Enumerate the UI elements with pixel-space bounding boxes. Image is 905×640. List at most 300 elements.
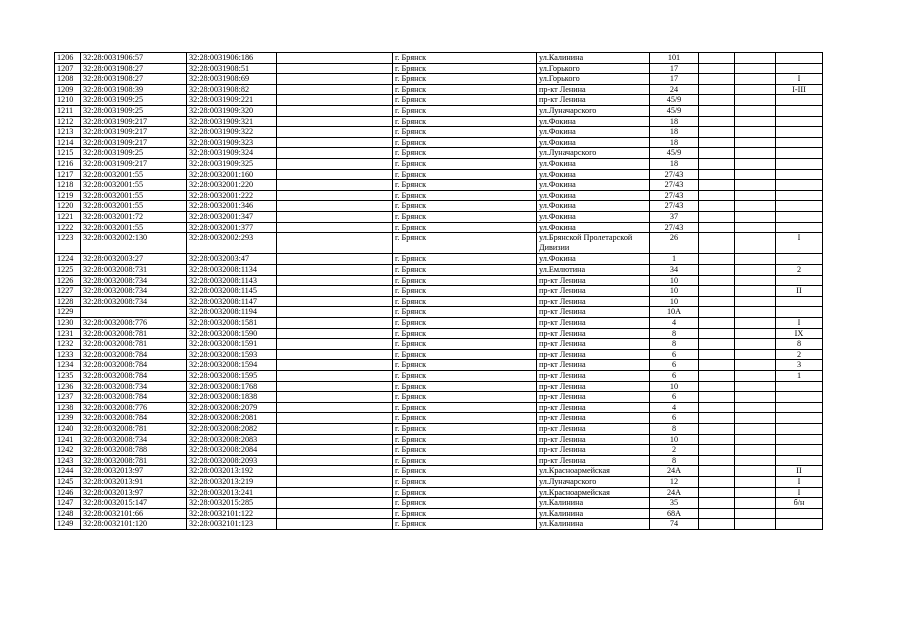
empty-cell [735,222,776,233]
object-cadastral-number-cell: 32:28:0031909:324 [187,148,277,159]
street-cell: ул.Калинина [537,53,650,64]
street-cell: пр-кт Ленина [537,286,650,297]
table-row [55,328,823,339]
row-number-cell: 1243 [55,455,81,466]
street-cell: пр-кт Ленина [537,318,650,329]
house-number-cell: 45/9 [650,95,699,106]
empty-cell [735,158,776,169]
parcel-cadastral-number-cell: 32:28:0032008:784 [81,392,187,403]
empty-cell [735,84,776,95]
empty-cell [699,328,735,339]
object-cadastral-number-cell: 32:28:0031909:325 [187,158,277,169]
empty-cell [699,265,735,276]
city-cell: г. Брянск [393,158,537,169]
parcel-cadastral-number-cell: 32:28:0032013:91 [81,476,187,487]
empty-cell [699,349,735,360]
parcel-cadastral-number-cell: 32:28:0032003:27 [81,254,187,265]
street-cell: пр-кт Ленина [537,328,650,339]
empty-cell [735,275,776,286]
table-row [55,508,823,519]
house-number-cell: 8 [650,328,699,339]
city-cell: г. Брянск [393,445,537,456]
house-number-cell: 17 [650,63,699,74]
object-cadastral-number-cell: 32:28:0032001:377 [187,222,277,233]
city-cell: г. Брянск [393,307,537,318]
street-cell: пр-кт Ленина [537,455,650,466]
object-cadastral-number-cell: 32:28:0032008:1134 [187,265,277,276]
street-cell: ул.Луначарского [537,476,650,487]
empty-cell [735,445,776,456]
empty-cell [735,307,776,318]
city-cell: г. Брянск [393,318,537,329]
house-number-cell: 10 [650,286,699,297]
empty-cell [735,402,776,413]
street-cell: ул.Калинина [537,498,650,509]
city-cell: г. Брянск [393,296,537,307]
row-number-cell: 1218 [55,180,81,191]
empty-cell [735,519,776,530]
house-number-cell: 10 [650,275,699,286]
city-cell: г. Брянск [393,413,537,424]
street-cell: пр-кт Ленина [537,339,650,350]
table-row [55,95,823,106]
parcel-cadastral-number-cell: 32:28:0032101:120 [81,519,187,530]
street-cell: ул.Луначарского [537,148,650,159]
object-cadastral-number-cell: 32:28:0032013:241 [187,487,277,498]
empty-cell [735,498,776,509]
city-cell: г. Брянск [393,127,537,138]
row-number-cell: 1240 [55,423,81,434]
house-number-cell: 18 [650,158,699,169]
street-cell: пр-кт Ленина [537,434,650,445]
street-cell: ул.Красноармейская [537,487,650,498]
empty-cell [277,84,393,95]
empty-cell [277,127,393,138]
premises-number-cell: I [776,233,823,254]
row-number-cell: 1213 [55,127,81,138]
city-cell: г. Брянск [393,63,537,74]
house-number-cell: 10 [650,296,699,307]
house-number-cell: 35 [650,498,699,509]
row-number-cell: 1223 [55,233,81,254]
parcel-cadastral-number-cell: 32:28:0032008:781 [81,455,187,466]
object-cadastral-number-cell: 32:28:0032008:1145 [187,286,277,297]
empty-cell [699,180,735,191]
empty-cell [277,455,393,466]
city-cell: г. Брянск [393,84,537,95]
street-cell: ул.Фокина [537,137,650,148]
parcel-cadastral-number-cell: 32:28:0032001:55 [81,190,187,201]
empty-cell [277,265,393,276]
empty-cell [277,487,393,498]
empty-cell [735,318,776,329]
row-number-cell: 1248 [55,508,81,519]
parcel-cadastral-number-cell: 32:28:0032001:55 [81,222,187,233]
empty-cell [277,137,393,148]
empty-cell [699,487,735,498]
object-cadastral-number-cell: 32:28:0032008:1594 [187,360,277,371]
empty-cell [735,339,776,350]
empty-cell [277,466,393,477]
premises-number-cell: I [776,318,823,329]
city-cell: г. Брянск [393,148,537,159]
empty-cell [735,190,776,201]
row-number-cell: 1212 [55,116,81,127]
city-cell: г. Брянск [393,360,537,371]
empty-cell [699,498,735,509]
row-number-cell: 1215 [55,148,81,159]
object-cadastral-number-cell: 32:28:0032015:285 [187,498,277,509]
object-cadastral-number-cell: 32:28:0032001:222 [187,190,277,201]
object-cadastral-number-cell: 32:28:0032008:1768 [187,381,277,392]
house-number-cell: 17 [650,74,699,85]
city-cell: г. Брянск [393,371,537,382]
empty-cell [699,371,735,382]
empty-cell [735,508,776,519]
parcel-cadastral-number-cell: 32:28:0032013:97 [81,487,187,498]
row-number-cell: 1239 [55,413,81,424]
city-cell: г. Брянск [393,190,537,201]
street-cell: пр-кт Ленина [537,275,650,286]
object-cadastral-number-cell: 32:28:0032008:2081 [187,413,277,424]
empty-cell [699,423,735,434]
empty-cell [277,328,393,339]
premises-number-cell [776,508,823,519]
empty-cell [735,434,776,445]
empty-cell [735,180,776,191]
empty-cell [699,318,735,329]
empty-cell [277,381,393,392]
table-row [55,339,823,350]
empty-cell [735,328,776,339]
premises-number-cell [776,148,823,159]
row-number-cell: 1235 [55,371,81,382]
row-number-cell: 1224 [55,254,81,265]
empty-cell [735,233,776,254]
table-row [55,392,823,403]
empty-cell [277,222,393,233]
premises-number-cell [776,116,823,127]
row-number-cell: 1241 [55,434,81,445]
parcel-cadastral-number-cell: 32:28:0032101:66 [81,508,187,519]
premises-number-cell [776,53,823,64]
parcel-cadastral-number-cell: 32:28:0032008:731 [81,265,187,276]
street-cell: ул.Фокина [537,158,650,169]
row-number-cell: 1214 [55,137,81,148]
empty-cell [277,53,393,64]
street-cell: пр-кт Ленина [537,402,650,413]
empty-cell [277,339,393,350]
empty-cell [277,63,393,74]
city-cell: г. Брянск [393,392,537,403]
empty-cell [699,413,735,424]
city-cell: г. Брянск [393,137,537,148]
empty-cell [699,466,735,477]
empty-cell [735,360,776,371]
object-cadastral-number-cell: 32:28:0032002:293 [187,233,277,254]
street-cell: пр-кт Ленина [537,296,650,307]
row-number-cell: 1230 [55,318,81,329]
city-cell: г. Брянск [393,53,537,64]
empty-cell [277,180,393,191]
house-number-cell: 18 [650,116,699,127]
house-number-cell: 26 [650,233,699,254]
city-cell: г. Брянск [393,222,537,233]
city-cell: г. Брянск [393,455,537,466]
empty-cell [277,74,393,85]
empty-cell [735,148,776,159]
table-row [55,476,823,487]
house-number-cell: 10 [650,434,699,445]
parcel-cadastral-number-cell: 32:28:0031909:25 [81,105,187,116]
city-cell: г. Брянск [393,349,537,360]
empty-cell [735,286,776,297]
object-cadastral-number-cell: 32:28:0032008:1595 [187,371,277,382]
street-cell: пр-кт Ленина [537,392,650,403]
empty-cell [735,296,776,307]
house-number-cell: 27/43 [650,201,699,212]
empty-cell [699,434,735,445]
empty-cell [277,402,393,413]
parcel-cadastral-number-cell [81,307,187,318]
street-cell: пр-кт Ленина [537,371,650,382]
city-cell: г. Брянск [393,402,537,413]
object-cadastral-number-cell: 32:28:0032008:2093 [187,455,277,466]
object-cadastral-number-cell: 32:28:0032008:1147 [187,296,277,307]
row-number-cell: 1234 [55,360,81,371]
table-row [55,116,823,127]
parcel-cadastral-number-cell: 32:28:0032008:734 [81,286,187,297]
house-number-cell: 24 [650,84,699,95]
premises-number-cell: I-III [776,84,823,95]
premises-number-cell [776,222,823,233]
street-cell: ул.Горького [537,74,650,85]
house-number-cell: 6 [650,349,699,360]
row-number-cell: 1206 [55,53,81,64]
row-number-cell: 1220 [55,201,81,212]
empty-cell [699,508,735,519]
empty-cell [277,95,393,106]
empty-cell [735,265,776,276]
house-number-cell: 24А [650,487,699,498]
parcel-cadastral-number-cell: 32:28:0031909:25 [81,95,187,106]
city-cell: г. Брянск [393,169,537,180]
empty-cell [277,349,393,360]
parcel-cadastral-number-cell: 32:28:0032008:784 [81,349,187,360]
street-cell: пр-кт Ленина [537,84,650,95]
empty-cell [735,201,776,212]
empty-cell [735,53,776,64]
premises-number-cell: 2 [776,349,823,360]
street-cell: ул.Фокина [537,116,650,127]
city-cell: г. Брянск [393,116,537,127]
premises-number-cell [776,169,823,180]
street-cell: ул.Луначарского [537,105,650,116]
empty-cell [699,402,735,413]
parcel-cadastral-number-cell: 32:28:0032008:781 [81,339,187,350]
empty-cell [699,339,735,350]
empty-cell [699,74,735,85]
object-cadastral-number-cell: 32:28:0032008:1838 [187,392,277,403]
object-cadastral-number-cell: 32:28:0032008:1593 [187,349,277,360]
table-row [55,169,823,180]
empty-cell [699,211,735,222]
premises-number-cell [776,158,823,169]
empty-cell [277,105,393,116]
object-cadastral-number-cell: 32:28:0032001:160 [187,169,277,180]
object-cadastral-number-cell: 32:28:0031908:82 [187,84,277,95]
object-cadastral-number-cell: 32:28:0031906:186 [187,53,277,64]
city-cell: г. Брянск [393,211,537,222]
table-row [55,53,823,64]
object-cadastral-number-cell: 32:28:0032013:192 [187,466,277,477]
empty-cell [277,519,393,530]
house-number-cell: 37 [650,211,699,222]
house-number-cell: 8 [650,455,699,466]
table-row [55,201,823,212]
parcel-cadastral-number-cell: 32:28:0032008:734 [81,434,187,445]
parcel-cadastral-number-cell: 32:28:0032008:776 [81,402,187,413]
row-number-cell: 1222 [55,222,81,233]
house-number-cell: 18 [650,127,699,138]
house-number-cell: 4 [650,318,699,329]
house-number-cell: 6 [650,392,699,403]
object-cadastral-number-cell: 32:28:0032101:123 [187,519,277,530]
empty-cell [699,381,735,392]
object-cadastral-number-cell: 32:28:0032008:1581 [187,318,277,329]
table-row [55,180,823,191]
premises-number-cell [776,127,823,138]
empty-cell [735,381,776,392]
street-cell: ул.Калинина [537,508,650,519]
empty-cell [735,476,776,487]
premises-number-cell: б/н [776,498,823,509]
premises-number-cell: 8 [776,339,823,350]
empty-cell [699,63,735,74]
row-number-cell: 1237 [55,392,81,403]
row-number-cell: 1238 [55,402,81,413]
parcel-cadastral-number-cell: 32:28:0032008:781 [81,423,187,434]
premises-number-cell [776,423,823,434]
empty-cell [277,423,393,434]
table-row [55,275,823,286]
row-number-cell: 1227 [55,286,81,297]
table-row [55,222,823,233]
premises-number-cell [776,190,823,201]
object-cadastral-number-cell: 32:28:0032003:47 [187,254,277,265]
empty-cell [699,127,735,138]
row-number-cell: 1217 [55,169,81,180]
table-row [55,74,823,85]
parcel-cadastral-number-cell: 32:28:0032008:776 [81,318,187,329]
parcel-cadastral-number-cell: 32:28:0032013:97 [81,466,187,477]
empty-cell [735,95,776,106]
house-number-cell: 10 [650,381,699,392]
house-number-cell: 2 [650,445,699,456]
empty-cell [735,392,776,403]
parcel-cadastral-number-cell: 32:28:0032008:784 [81,371,187,382]
house-number-cell: 1 [650,254,699,265]
city-cell: г. Брянск [393,466,537,477]
parcel-cadastral-number-cell: 32:28:0032008:784 [81,413,187,424]
row-number-cell: 1211 [55,105,81,116]
table-row [55,254,823,265]
parcel-cadastral-number-cell: 32:28:0032008:781 [81,328,187,339]
row-number-cell: 1225 [55,265,81,276]
street-cell: ул.Фокина [537,180,650,191]
row-number-cell: 1216 [55,158,81,169]
empty-cell [699,190,735,201]
empty-cell [699,519,735,530]
empty-cell [699,84,735,95]
object-cadastral-number-cell: 32:28:0031909:321 [187,116,277,127]
table-row [55,423,823,434]
city-cell: г. Брянск [393,339,537,350]
parcel-cadastral-number-cell: 32:28:0032008:734 [81,275,187,286]
empty-cell [699,392,735,403]
street-cell: ул.Красноармейская [537,466,650,477]
row-number-cell: 1244 [55,466,81,477]
house-number-cell: 10А [650,307,699,318]
object-cadastral-number-cell: 32:28:0032013:219 [187,476,277,487]
table-row [55,466,823,477]
street-cell: ул.Емлютина [537,265,650,276]
house-number-cell: 6 [650,413,699,424]
empty-cell [735,254,776,265]
empty-cell [699,169,735,180]
house-number-cell: 18 [650,137,699,148]
table-row [55,296,823,307]
empty-cell [735,371,776,382]
empty-cell [699,476,735,487]
empty-cell [699,95,735,106]
empty-cell [735,466,776,477]
object-cadastral-number-cell: 32:28:0032008:1590 [187,328,277,339]
row-number-cell: 1226 [55,275,81,286]
parcel-cadastral-number-cell: 32:28:0032008:734 [81,296,187,307]
row-number-cell: 1232 [55,339,81,350]
street-cell: ул.Фокина [537,190,650,201]
house-number-cell: 6 [650,371,699,382]
empty-cell [277,190,393,201]
parcel-cadastral-number-cell: 32:28:0031909:217 [81,116,187,127]
city-cell: г. Брянск [393,74,537,85]
table-row [55,137,823,148]
city-cell: г. Брянск [393,254,537,265]
empty-cell [735,455,776,466]
table-row [55,434,823,445]
empty-cell [699,53,735,64]
object-cadastral-number-cell: 32:28:0032001:346 [187,201,277,212]
premises-number-cell [776,180,823,191]
parcel-cadastral-number-cell: 32:28:0032008:784 [81,360,187,371]
street-cell: ул.Фокина [537,169,650,180]
empty-cell [735,105,776,116]
street-cell: ул.Брянской Пролетарской Дивизии [537,233,650,254]
row-number-cell: 1236 [55,381,81,392]
table-row [55,233,823,254]
street-cell: пр-кт Ленина [537,413,650,424]
house-number-cell: 101 [650,53,699,64]
city-cell: г. Брянск [393,381,537,392]
table-row [55,371,823,382]
empty-cell [699,148,735,159]
premises-number-cell [776,434,823,445]
empty-cell [699,307,735,318]
table-row [55,105,823,116]
premises-number-cell [776,392,823,403]
table-row [55,63,823,74]
